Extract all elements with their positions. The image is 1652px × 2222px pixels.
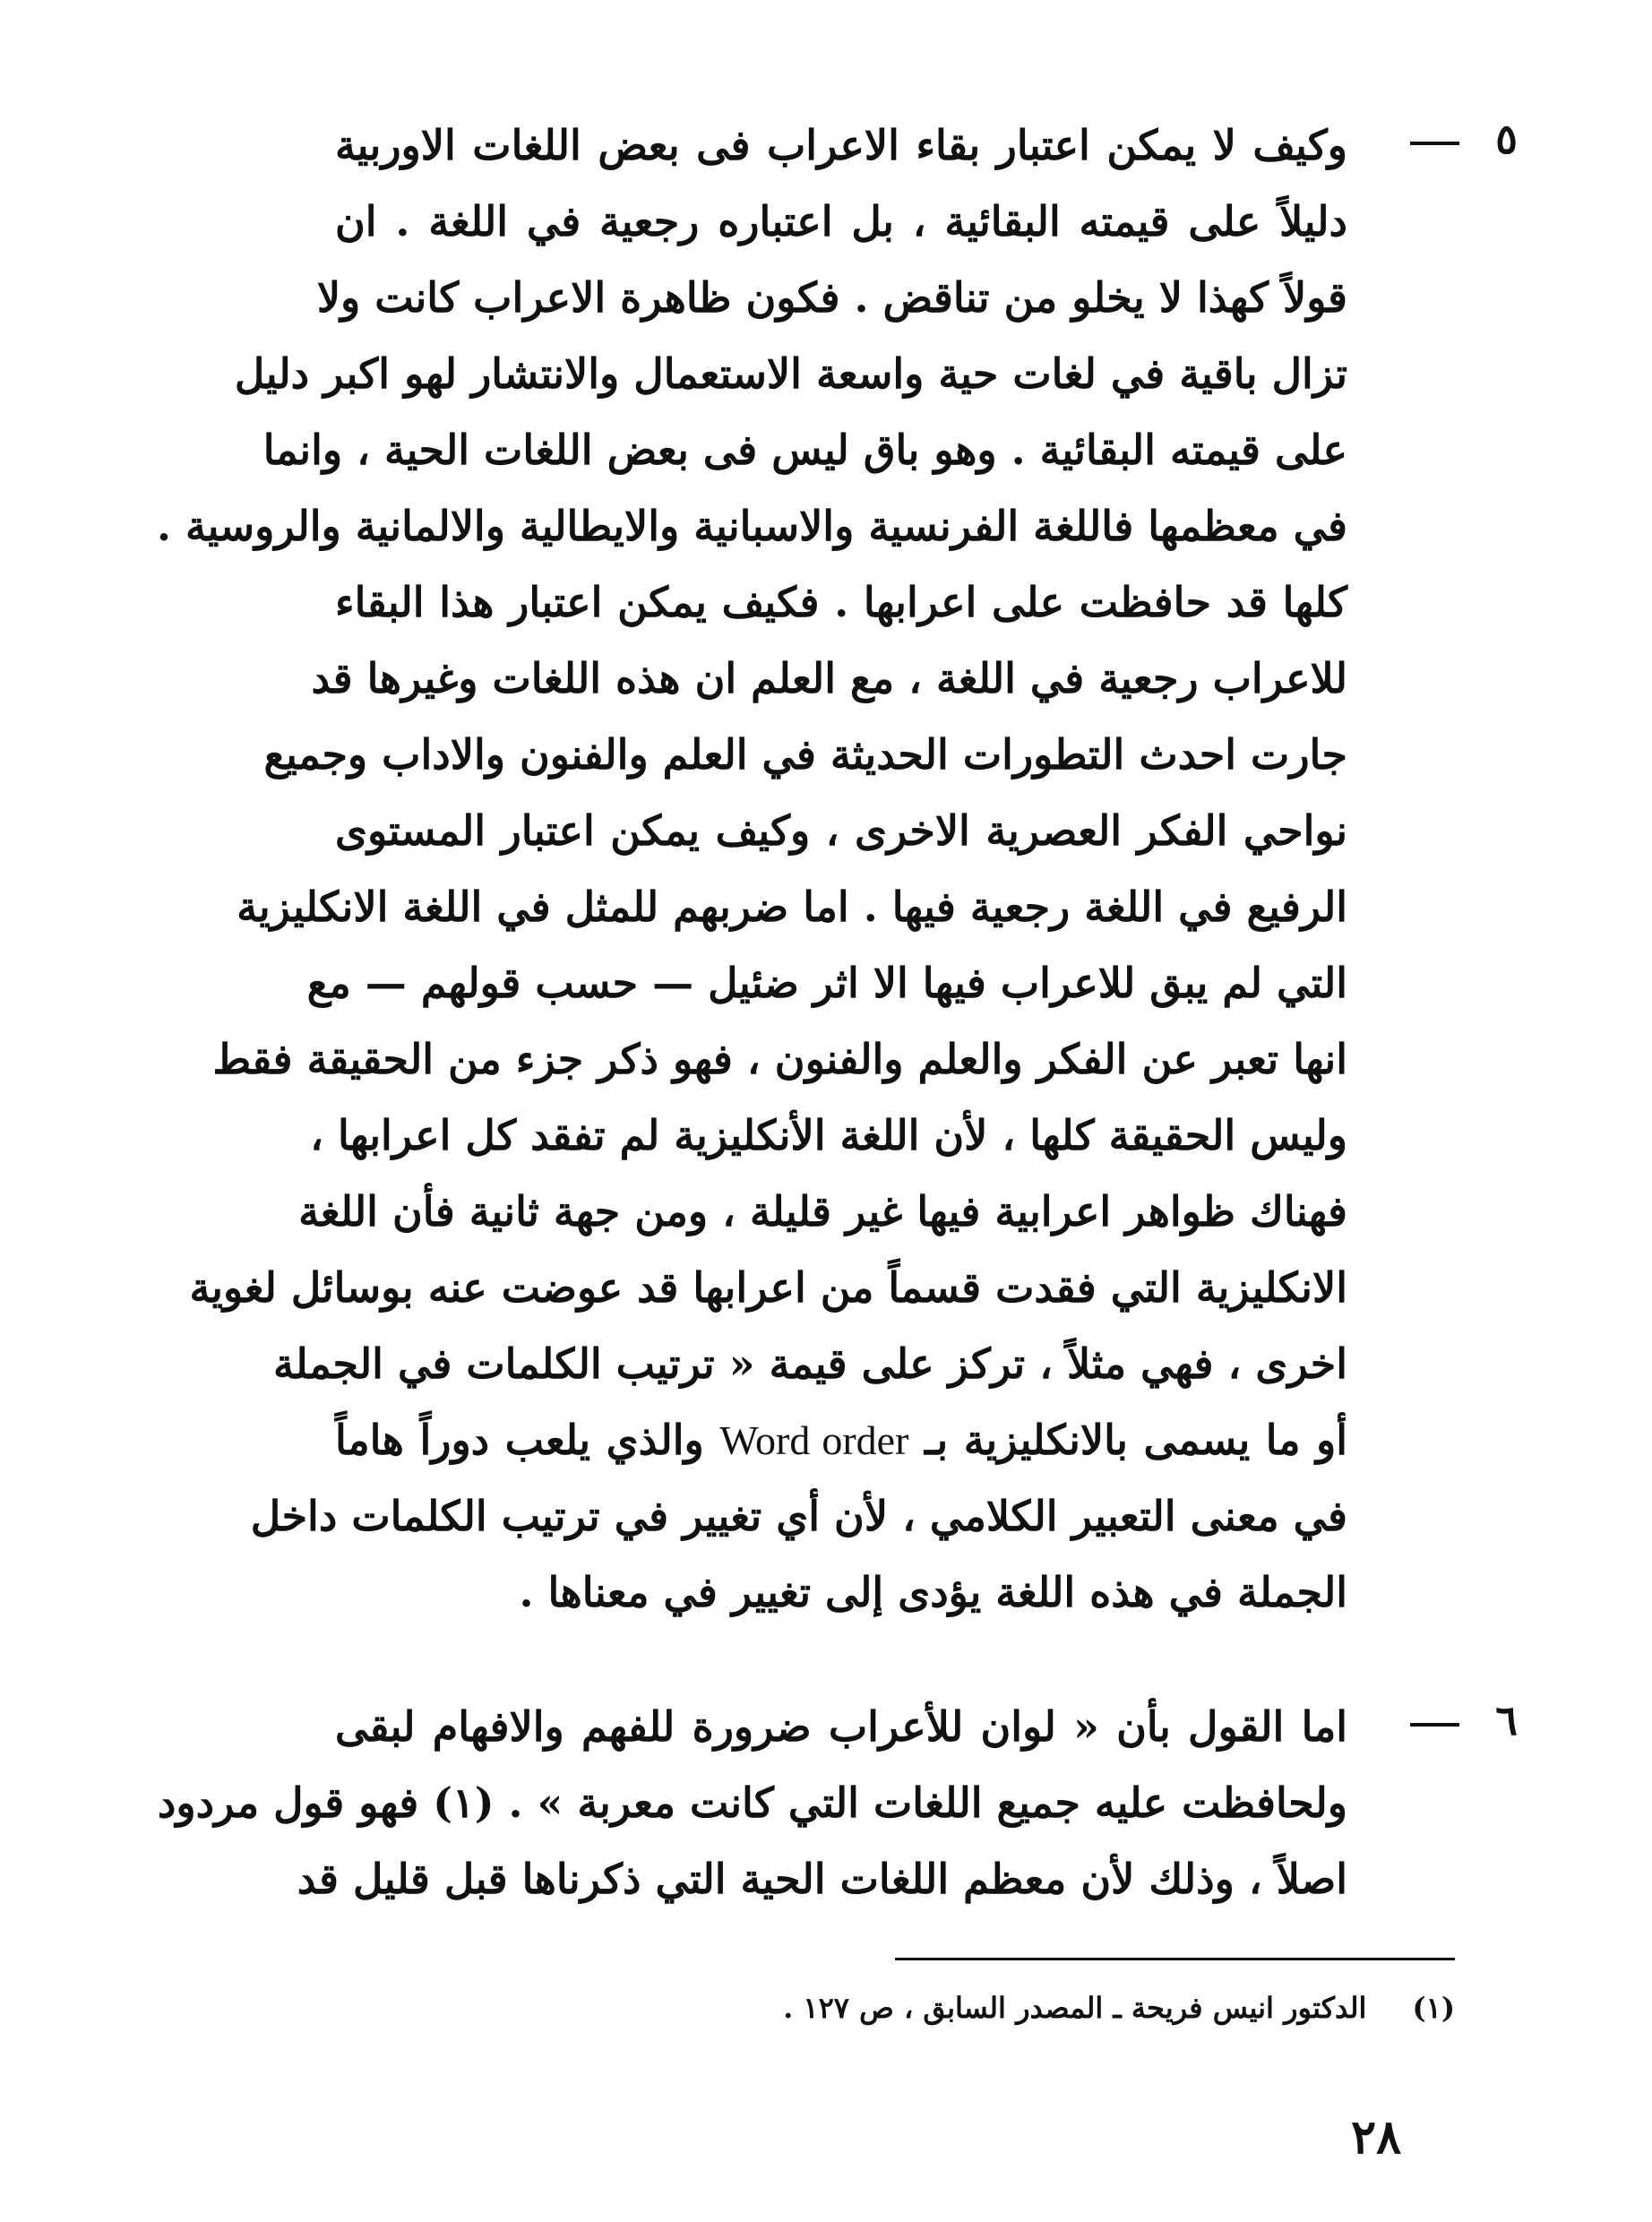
text-line: الجملة في هذه اللغة يؤدى إلى تغيير في معناها . bbox=[519, 1568, 1347, 1616]
paragraph-6 bbox=[157, 1689, 1518, 1917]
text-line: وليس الحقيقة كلها ، لأن اللغة الأنكليزية لم تفقد كل اعرابها ، bbox=[310, 1111, 1347, 1159]
text-line: نواحي الفكر العصرية الاخرى ، وكيف يمكن اعتبار المستوى bbox=[335, 806, 1347, 855]
text-line: انها تعبر عن الفكر والعلم والفنون ، فهو ذكر جزء من الحقيقة فقط bbox=[212, 1035, 1347, 1083]
footnote-rule bbox=[895, 1958, 1455, 1960]
text-line: كلها قد حافظت على اعرابها . فكيف يمكن اعتبار هذا البقاء bbox=[335, 578, 1347, 626]
paragraph-dash bbox=[1410, 1723, 1459, 1727]
text-line: اصلاً ، وذلك لأن معظم اللغات الحية التي ذكرناها قبل قليل قد bbox=[297, 1855, 1347, 1903]
text-line: في معظمها فاللغة الفرنسية والاسبانية والايطالية والالمانية والروسية . bbox=[156, 502, 1347, 550]
text-line: في معنى التعبير الكلامي ، لأن أي تغيير في ترتيب الكلمات داخل bbox=[250, 1492, 1347, 1540]
text-line: قولاً كهذا لا يخلو من تناقض . فكون ظاهرة الاعراب كانت ولا bbox=[316, 273, 1347, 322]
text-line: على قيمته البقائية . وهو باق ليس فى بعض اللغات الحية ، وانما bbox=[262, 426, 1347, 474]
text-line: فهناك ظواهر اعرابية فيها غير قليلة ، ومن جهة ثانية فأن اللغة bbox=[298, 1187, 1347, 1236]
text-segment: أو ما يسمى بالانكليزية بـ bbox=[924, 1416, 1347, 1464]
text-line: تزال باقية في لغات حية واسعة الاستعمال والانتشار لهو اكبر دليل bbox=[234, 349, 1347, 398]
paragraph-number: ٥ bbox=[1495, 115, 1518, 163]
paragraph-5 bbox=[156, 108, 1518, 1631]
paragraph-number: ٦ bbox=[1495, 1696, 1518, 1744]
footnote-text: الدكتور انيس فريحة ـ المصدر السابق ، ص ١٢٧ . bbox=[783, 1991, 1367, 2025]
text-line: الرفيع في اللغة رجعية فيها . اما ضربهم للمثل في اللغة الانكليزية bbox=[237, 883, 1347, 931]
paragraph-dash bbox=[1410, 142, 1459, 145]
text-line: اخرى ، فهي مثلاً ، تركز على قيمة « ترتيب الكلمات في الجملة bbox=[272, 1339, 1347, 1388]
text-line: الانكليزية التي فقدت قسماً من اعرابها قد عوضت عنه بوسائل لغوية bbox=[189, 1263, 1347, 1312]
text-segment: والذي يلعب دوراً هاماً bbox=[335, 1416, 704, 1464]
text-line: دليلاً على قيمته البقائية ، بل اعتباره رجعية في اللغة . ان bbox=[335, 197, 1347, 245]
text-line-word-order bbox=[335, 1402, 1347, 1478]
footnote bbox=[380, 1991, 1455, 2025]
latin-term: Word order bbox=[719, 1417, 909, 1463]
text-line: وكيف لا يمكن اعتبار بقاء الاعراب فى بعض اللغات الاوربية bbox=[335, 121, 1347, 169]
page-number: ٢٨ bbox=[1351, 2110, 1401, 2165]
footnote-marker: (١) bbox=[1412, 1991, 1455, 2025]
text-line: للاعراب رجعية في اللغة ، مع العلم ان هذه اللغات وغيرها قد bbox=[311, 654, 1347, 702]
text-line: اما القول بأن « لوان للأعراب ضرورة للفهم والافهام لبقى bbox=[335, 1702, 1347, 1751]
text-line: ولحافظت عليه جميع اللغات التي كانت معربة » . (١) فهو قول مردود bbox=[157, 1778, 1347, 1827]
text-line: التي لم يبق للاعراب فيها الا اثر ضئيل — حسب قولهم — مع bbox=[306, 959, 1347, 1007]
text-line: جارت احدث التطورات الحديثة في العلم والفنون والاداب وجميع bbox=[263, 730, 1347, 779]
